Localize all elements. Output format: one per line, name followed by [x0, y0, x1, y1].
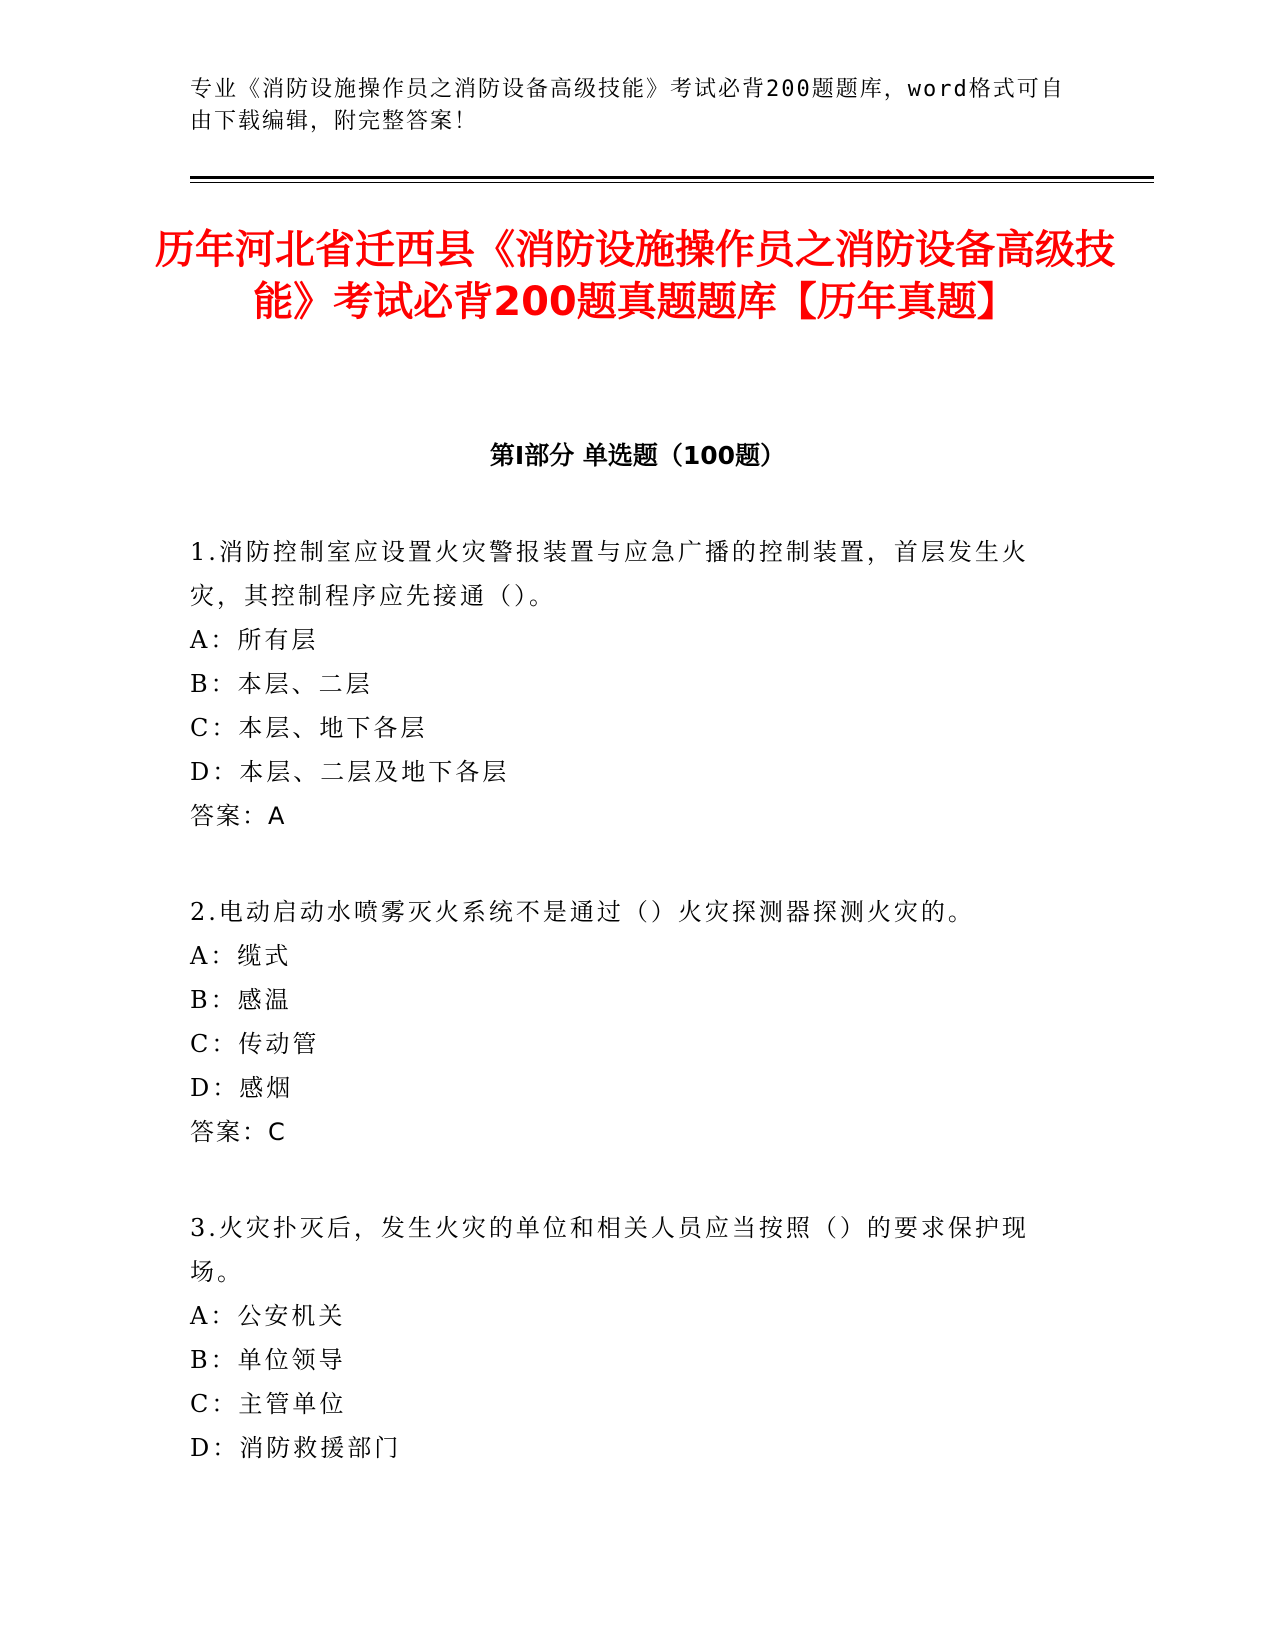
- question-text: 2.电动启动水喷雾灭火系统不是通过（）火灾探测器探测火灾的。: [190, 898, 975, 926]
- header-note: 专业《消防设施操作员之消防设备高级技能》考试必背200题题库，word格式可自由下载编辑，附完整答案！: [190, 77, 1065, 134]
- option-d: D：消防救援部门: [190, 1434, 402, 1462]
- question-2: [190, 890, 1070, 1154]
- option-a: A：所有层: [190, 626, 319, 654]
- question-3: [190, 1206, 1070, 1470]
- option-c: C：主管单位: [190, 1390, 347, 1418]
- option-c: C：本层、地下各层: [190, 714, 428, 742]
- document-title: 历年河北省迁西县《消防设施操作员之消防设备高级技能》考试必背200题真题题库【历年真题】: [155, 227, 1115, 325]
- question-1: [190, 530, 1070, 838]
- option-b: B：本层、二层: [190, 670, 373, 698]
- option-d: D：本层、二层及地下各层: [190, 758, 510, 786]
- answer: 答案：C: [190, 1118, 287, 1146]
- question-list: [190, 530, 1070, 1522]
- header-rule-thin: [190, 182, 1154, 183]
- section-title: 第Ⅰ部分 单选题（100题）: [489, 441, 786, 470]
- option-d: D：感烟: [190, 1074, 294, 1102]
- question-text: 1.消防控制室应设置火灾警报装置与应急广播的控制装置，首层发生火灾，其控制程序应先接通（）。: [190, 538, 1029, 610]
- option-a: A：公安机关: [190, 1302, 346, 1330]
- option-b: B：感温: [190, 986, 292, 1014]
- option-b: B：单位领导: [190, 1346, 346, 1374]
- answer: 答案：A: [190, 802, 287, 830]
- question-text: 3.火灾扑灭后，发生火灾的单位和相关人员应当按照（）的要求保护现场。: [190, 1214, 1029, 1286]
- option-a: A：缆式: [190, 942, 292, 970]
- option-c: C：传动管: [190, 1030, 320, 1058]
- header-rule-thick: [190, 176, 1154, 179]
